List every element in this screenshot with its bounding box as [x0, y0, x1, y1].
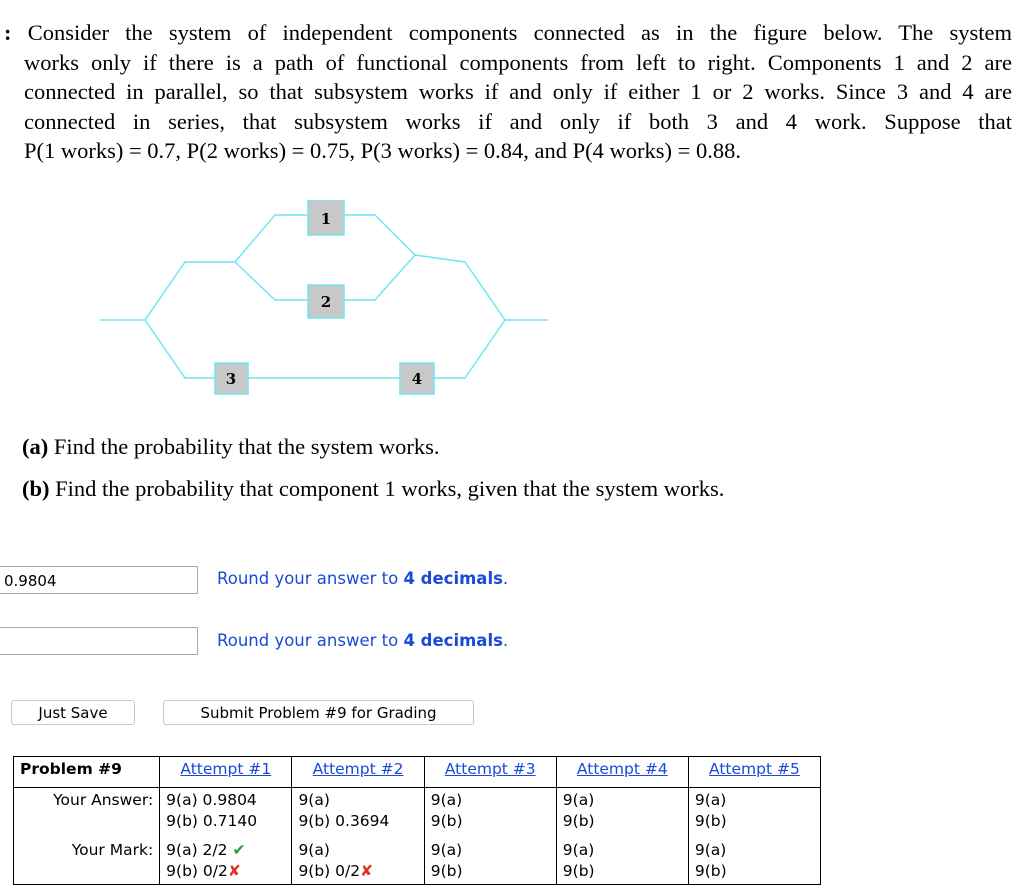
- problem-line: connected in series, that subsystem works if and only if both 3 and 4 work. Suppose that: [24, 108, 1012, 134]
- attempt-4-link[interactable]: Attempt #4: [576, 760, 668, 778]
- answer-b-hint: Round your answer to 4 decimals.: [217, 631, 509, 650]
- answer-a-input[interactable]: [0, 566, 198, 594]
- answer-cell: 9(a) 9(b) 0.3694: [292, 788, 424, 835]
- problem-marker: :: [4, 20, 12, 45]
- attempt-2-header: [292, 757, 424, 788]
- system-diagram: [100, 200, 550, 395]
- attempt-3-link[interactable]: Attempt #3: [444, 760, 536, 778]
- svg-text:4: 4: [411, 370, 423, 388]
- attempt-4-header: [556, 757, 688, 788]
- your-mark-label: Your Mark:: [14, 834, 160, 885]
- part-a-text: Find the probability that the system works.: [53, 434, 440, 459]
- part-b-question: [22, 476, 724, 502]
- your-answer-label: Your Answer:: [14, 788, 160, 835]
- your-answer-row: [14, 788, 821, 835]
- cross-icon: ✘: [227, 862, 241, 880]
- attempts-header-row: [14, 757, 821, 788]
- your-mark-row: [14, 834, 821, 885]
- part-a-question: [22, 434, 439, 460]
- attempt-5-header: [688, 757, 820, 788]
- attempt-2-link[interactable]: Attempt #2: [312, 760, 404, 778]
- component-3: [215, 363, 248, 394]
- svg-text:3: 3: [225, 370, 237, 388]
- attempts-table: [13, 756, 821, 885]
- answer-a-hint: Round your answer to 4 decimals.: [217, 569, 509, 588]
- answer-cell: 9(a) 9(b): [424, 788, 556, 835]
- svg-text:2: 2: [320, 293, 332, 311]
- part-b-label: (b): [22, 476, 50, 501]
- component-1: [308, 200, 344, 235]
- answer-cell: 9(a) 9(b): [556, 788, 688, 835]
- problem-line: P(1 works) = 0.7, P(2 works) = 0.75, P(3 works) = 0.84, and P(4 works) = 0.88.: [24, 138, 741, 163]
- attempt-1-link[interactable]: Attempt #1: [180, 760, 272, 778]
- component-2: [308, 285, 344, 318]
- svg-text:1: 1: [320, 210, 332, 228]
- attempt-1-header: [160, 757, 292, 788]
- answer-cell: 9(a) 0.9804 9(b) 0.7140: [160, 788, 292, 835]
- attempt-3-header: [424, 757, 556, 788]
- problem-number-header: Problem #9: [14, 757, 160, 788]
- submit-problem-button[interactable]: Submit Problem #9 for Grading: [163, 700, 474, 725]
- problem-statement: [4, 18, 1012, 166]
- part-a-label: (a): [22, 434, 49, 459]
- just-save-button[interactable]: Just Save: [11, 700, 135, 725]
- mark-cell: 9(a) 9(b): [424, 834, 556, 885]
- problem-line: : Consider the system of independent components connected as in the figure below. The system: [4, 20, 1012, 45]
- attempt-5-link[interactable]: Attempt #5: [709, 760, 800, 778]
- mark-cell: 9(a) 2/2 ✔ 9(b) 0/2✘: [160, 834, 292, 885]
- component-4: [400, 363, 434, 394]
- cross-icon: ✘: [360, 862, 374, 880]
- mark-cell: 9(a) 9(b): [556, 834, 688, 885]
- check-icon: ✔: [232, 841, 246, 859]
- mark-cell: 9(a) 9(b): [694, 841, 727, 880]
- part-b-text: Find the probability that component 1 works, given that the system works.: [55, 476, 725, 501]
- answer-b-input[interactable]: [0, 627, 198, 655]
- mark-cell: 9(a) 9(b) 0/2✘: [292, 834, 424, 885]
- answer-cell: 9(a) 9(b): [694, 791, 727, 830]
- problem-line: works only if there is a path of functional components from left to right. Components 1 and 2 are: [24, 49, 1012, 75]
- problem-line: connected in parallel, so that subsystem works if and only if either 1 or 2 works. Since 3 and 4 are: [24, 79, 1012, 104]
